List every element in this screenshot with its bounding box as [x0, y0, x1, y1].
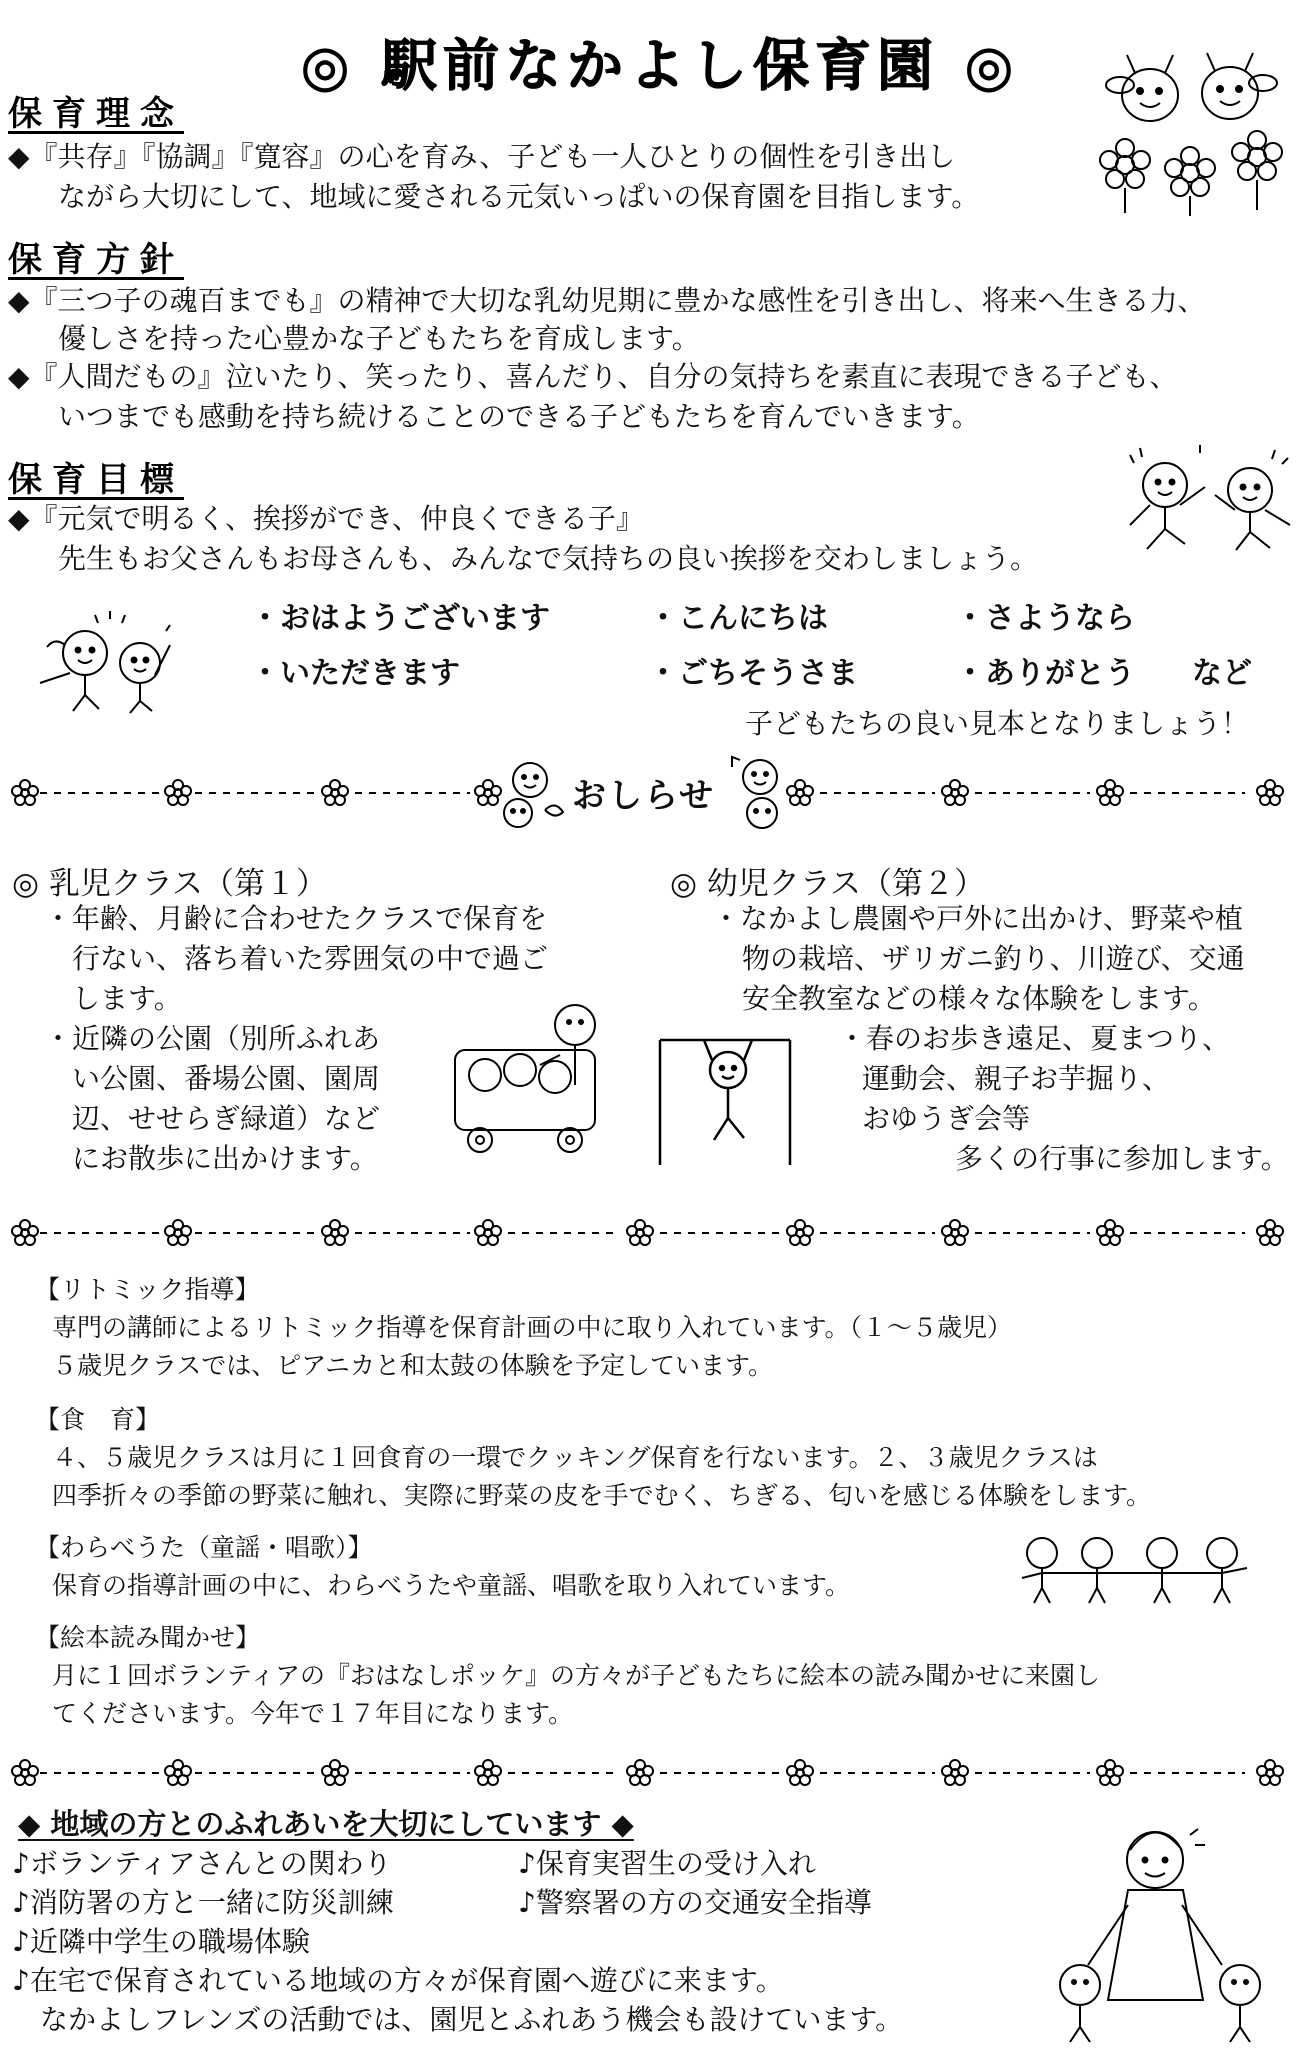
toddler-line: 多くの行事に参加します。	[955, 1142, 1289, 1175]
policy-line: ◆『人間だもの』泣いたり、笑ったり、喜んだり、自分の気持ちを素直に表現できる子ども、	[8, 360, 1178, 393]
activity-line: 月に１回ボランティアの『おはなしポッケ』の方々が子どもたちに絵本の読み聞かせに来園し	[52, 1661, 1101, 1690]
activity-line: 保育の指導計画の中に、わらべうたや童謡、唱歌を取り入れています。	[52, 1571, 851, 1600]
goal-line: ◆『元気で明るく、挨拶ができ、仲良くできる子』	[8, 502, 644, 535]
activity-line: ４、５歳児クラスは月に１回食育の一環でクッキング保育を行ないます。２、３歳児クラスは	[52, 1443, 1098, 1472]
greeting-item: ・ごちそうさま	[648, 656, 858, 691]
activity-line: ５歳児クラスでは、ピアニカと和太鼓の体験を予定しています。	[52, 1351, 774, 1380]
kids-holding-hands-illustration	[1012, 1528, 1257, 1608]
community-item: ♪ボランティアさんとの関わり	[12, 1847, 392, 1880]
activity-heading: 【わらべうた（童謡・唱歌）】	[35, 1533, 373, 1562]
greeting-item: ・おはようございます	[250, 601, 550, 636]
infant-line: 辺、せせらぎ緑道）など	[72, 1102, 381, 1135]
toddler-line: ・春のお歩き遠足、夏まつり、	[838, 1022, 1231, 1055]
goal-heading: 保育目標	[8, 460, 184, 500]
infant-line: にお散歩に出かけます。	[72, 1142, 378, 1175]
flower-divider	[10, 1218, 1300, 1248]
notice-label: おしらせ	[572, 776, 715, 816]
toddler-line: 物の栽培、ザリガニ釣り、川遊び、交通	[742, 942, 1245, 975]
flower-divider	[10, 1758, 1300, 1788]
infant-line: い公園、番場公園、園周	[72, 1062, 381, 1095]
infant-line: 行ない、落ち着いた雰囲気の中で過ご	[72, 942, 549, 975]
policy-heading: 保育方針	[8, 240, 184, 280]
toddler-line: おゆうぎ会等	[862, 1102, 1031, 1135]
policy-line: いつまでも感動を持ち続けることのできる子どもたちを育んでいきます。	[58, 400, 980, 433]
policy-line: 優しさを持った心豊かな子どもたちを育成します。	[58, 322, 700, 355]
two-kids-illustration	[30, 605, 180, 715]
activity-heading: 【食 育】	[35, 1405, 161, 1434]
activity-line: 専門の講師によるリトミック指導を保育計画の中に取り入れています。（１～５歳児）	[52, 1313, 1013, 1342]
page-title: ◎ 駅前なかよし保育園 ◎	[300, 34, 1020, 99]
activity-heading: 【リトミック指導】	[35, 1275, 260, 1304]
activity-line: てくださいます。今年で１７年目になります。	[52, 1699, 574, 1728]
infant-class-heading: ◎ 乳児クラス（第１）	[12, 866, 327, 902]
community-item: ♪警察署の方の交通安全指導	[518, 1886, 872, 1919]
philosophy-heading: 保育理念	[8, 94, 184, 134]
greeting-item: ・いただきます	[250, 656, 460, 691]
infant-line: ・年齢、月齢に合わせたクラスで保育を	[44, 902, 548, 935]
bees-flowers-illustration	[1085, 45, 1300, 215]
kid-on-bar-illustration	[650, 1030, 800, 1165]
infant-line: します。	[72, 982, 182, 1015]
greeting-item: ・ありがとう	[955, 656, 1135, 691]
infant-line: ・近隣の公園（別所ふれあ	[44, 1022, 381, 1055]
activity-line: 四季折々の季節の野菜に触れ、実際に野菜の皮を手でむく、ちぎる、匂いを感じる体験をします。	[52, 1481, 1152, 1510]
goal-model-line: 子どもたちの良い見本となりましょう！	[745, 707, 1250, 740]
teacher-with-kids-illustration	[1040, 1815, 1280, 2045]
community-item: ♪近隣中学生の職場体験	[12, 1925, 310, 1958]
greeting-item: ・こんにちは	[648, 601, 828, 636]
philosophy-line: ◆『共存』『協調』『寛容』の心を育み、子ども一人ひとりの個性を引き出し	[8, 140, 956, 173]
community-item: ♪保育実習生の受け入れ	[518, 1847, 816, 1880]
policy-line: ◆『三つ子の魂百までも』の精神で大切な乳幼児期に豊かな感性を引き出し、将来へ生きる力、	[8, 284, 1206, 317]
goal-line: 先生もお父さんもお母さんも、みんなで気持ちの良い挨拶を交わしましょう。	[58, 542, 1039, 575]
community-last-line: なかよしフレンズの活動では、園児とふれあう機会も設けています。	[40, 2003, 904, 2036]
jumping-kids-illustration	[1110, 440, 1305, 555]
greeting-item: ・さようなら	[955, 601, 1135, 636]
toddler-line: 運動会、親子お芋掘り、	[862, 1062, 1171, 1095]
toddler-class-heading: ◎ 幼児クラス（第２）	[670, 866, 985, 902]
community-heading: ◆ 地域の方とのふれあいを大切にしています ◆	[18, 1807, 634, 1841]
community-item: ♪在宅で保育されている地域の方々が保育園へ遊びに来ます。	[12, 1964, 784, 1997]
community-item: ♪消防署の方と一緒に防災訓練	[12, 1886, 394, 1919]
toddler-line: ・なかよし農園や戸外に出かけ、野菜や植	[712, 902, 1243, 935]
philosophy-line: ながら大切にして、地域に愛される元気いっぱいの保育園を目指します。	[58, 180, 980, 213]
activity-heading: 【絵本読み聞かせ】	[35, 1623, 261, 1652]
stroller-kids-illustration	[440, 995, 625, 1160]
greeting-etc: など	[1192, 656, 1252, 691]
toddler-line: 安全教室などの様々な体験をします。	[742, 982, 1216, 1015]
